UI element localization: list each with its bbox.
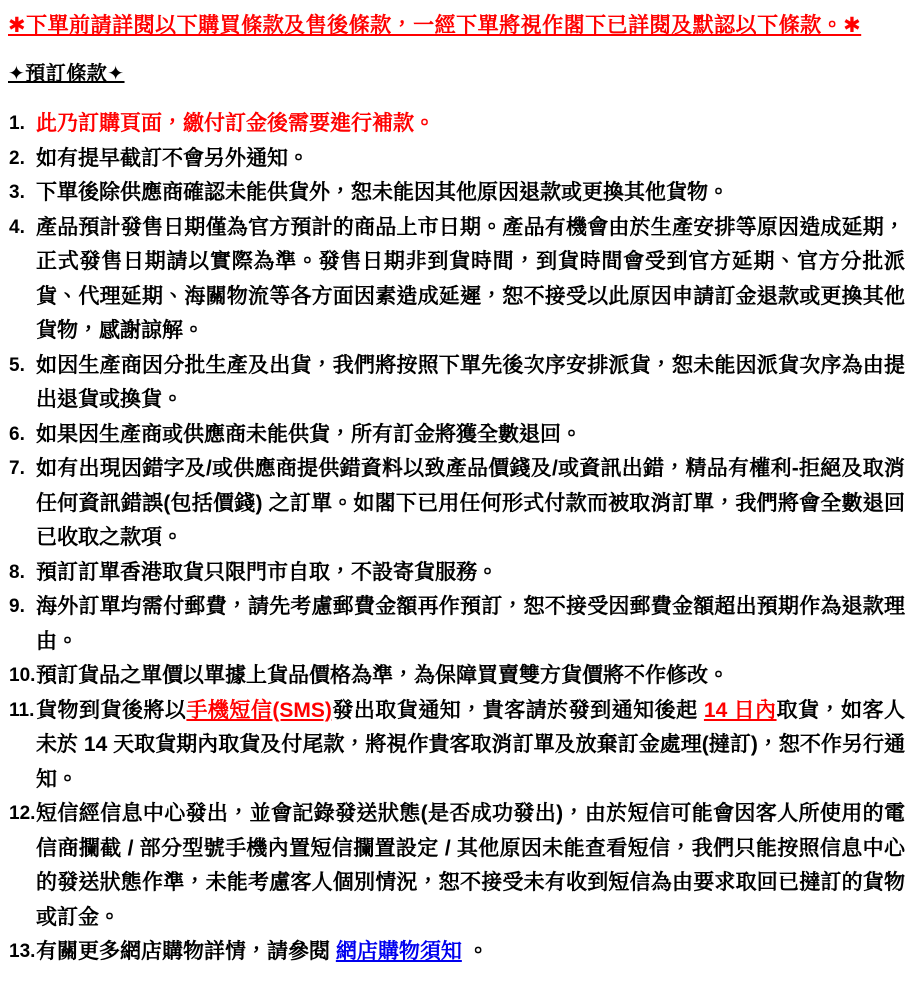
term-number: 8.: [9, 561, 25, 583]
term-text: [36, 176, 905, 211]
term-number: 13.: [9, 941, 36, 962]
term-number: 9.: [9, 596, 25, 617]
term-text: [36, 694, 905, 798]
term-text: [36, 349, 905, 418]
term-item-2: [0, 142, 905, 177]
term-number: 6.: [9, 423, 25, 445]
term-text: [36, 418, 905, 453]
term-segment-highlight: 14 日內: [703, 698, 777, 722]
term-segment: 產品預計發售日期僅為官方預計的商品上市日期。產品有機會由於生產安排等原因造成延期，正式發售日期請以實際為準。發售日期非到貨時間，到貨時間會受到官方延期、官方分批派貨、代理延期、海關物流等各方面因素造成延遲，恕不接受以此原因申請訂金退款或更換其他貨物，感謝諒解。: [36, 215, 905, 342]
term-number: 12.: [9, 803, 36, 824]
term-text: [36, 211, 905, 349]
term-segment: 如果因生產商或供應商未能供貨，所有訂金將獲全數退回。: [36, 422, 582, 446]
term-segment: 如有提早截訂不會另外通知。: [36, 146, 309, 170]
term-item-3: [0, 176, 905, 211]
term-item-10: [0, 659, 905, 694]
term-segment-highlight: 手機短信(SMS): [186, 698, 332, 722]
term-text: [36, 556, 905, 591]
term-number: 11.: [9, 699, 35, 721]
term-number: 3.: [9, 182, 25, 203]
term-item-5: [0, 349, 905, 418]
term-segment: 如有出現因錯字及/或供應商提供錯資料以致產品價錢及/或資訊出錯，精品有權利-拒絕及取消任何資訊錯誤(包括價錢) 之訂單。如閣下已用任何形式付款而被取消訂單，我們將會全數退回已收取之款項。: [36, 457, 905, 549]
term-segment: 下單後除供應商確認未能供貨外，恕未能因其他原因退款或更換其他貨物。: [36, 181, 729, 204]
store-shopping-guide-link[interactable]: 網店購物須知: [335, 940, 462, 963]
term-segment: 發出取貨通知，貴客請於發到通知後起: [331, 698, 704, 722]
term-segment: 有關更多網店購物詳情，請參閱: [36, 940, 336, 963]
term-item-1: [0, 107, 905, 142]
term-text: [36, 452, 905, 556]
term-item-4: [0, 211, 905, 349]
term-item-7: [0, 452, 905, 556]
term-text: [36, 935, 905, 970]
term-text: [36, 659, 905, 694]
term-item-12: [0, 797, 905, 935]
term-segment: 海外訂單均需付郵費，請先考慮郵費金額再作預訂，恕不接受因郵費金額超出預期作為退款理由。: [36, 595, 905, 653]
term-item-6: [0, 418, 905, 453]
term-item-13: [0, 935, 905, 970]
term-text: [36, 107, 905, 142]
term-number: 1.: [9, 113, 25, 134]
term-segment: 如因生產商因分批生產及出貨，我們將按照下單先後次序安排派貨，恕未能因派貨次序為由提出退貨或換貨。: [36, 353, 905, 411]
term-number: 10.: [9, 665, 36, 686]
term-segment: 預訂貨品之單價以單據上貨品價格為準，為保障買賣雙方貨價將不作修改。: [36, 664, 729, 687]
preorder-terms-section-title: ✦預訂條款✦: [8, 63, 125, 85]
terms-list: [0, 107, 905, 970]
term-text: [36, 590, 905, 659]
term-segment: 預訂訂單香港取貨只限門市自取，不設寄貨服務。: [36, 560, 498, 584]
term-segment: 貨物到貨後將以: [36, 698, 187, 722]
purchase-notice-header: ✱下單前請詳閱以下購買條款及售後條款，一經下單將視作閣下已詳閱及默認以下條款。✱: [8, 14, 862, 37]
term-number: 7.: [9, 458, 25, 479]
term-item-8: [0, 556, 905, 591]
term-segment: 取貨，如客人未於 14 天取貨期內取貨及付尾款，將視作貴客取消訂單及放棄訂金處理(撻訂)，恕不作另行通知。: [36, 698, 905, 791]
term-segment: 短信經信息中心發出，並會記錄發送狀態(是否成功發出)，由於短信可能會因客人所使用的電信商攔截 / 部分型號手機內置短信攔置設定 / 其他原因未能查看短信，我們只能按照信息中心的發送狀態作準，未能考慮客人個別情況，恕不接受未有收到短信為由要求取回已撻訂的貨物或訂金。: [36, 802, 905, 929]
term-item-9: [0, 590, 905, 659]
term-text: [36, 797, 905, 935]
term-number: 4.: [9, 216, 25, 238]
term-segment-highlight: 此乃訂購頁面，繳付訂金後需要進行補款。: [36, 112, 435, 135]
term-item-11: [0, 694, 905, 798]
term-segment: 。: [461, 940, 489, 963]
term-number: 2.: [9, 147, 25, 169]
term-text: [36, 142, 905, 177]
term-number: 5.: [9, 354, 25, 376]
